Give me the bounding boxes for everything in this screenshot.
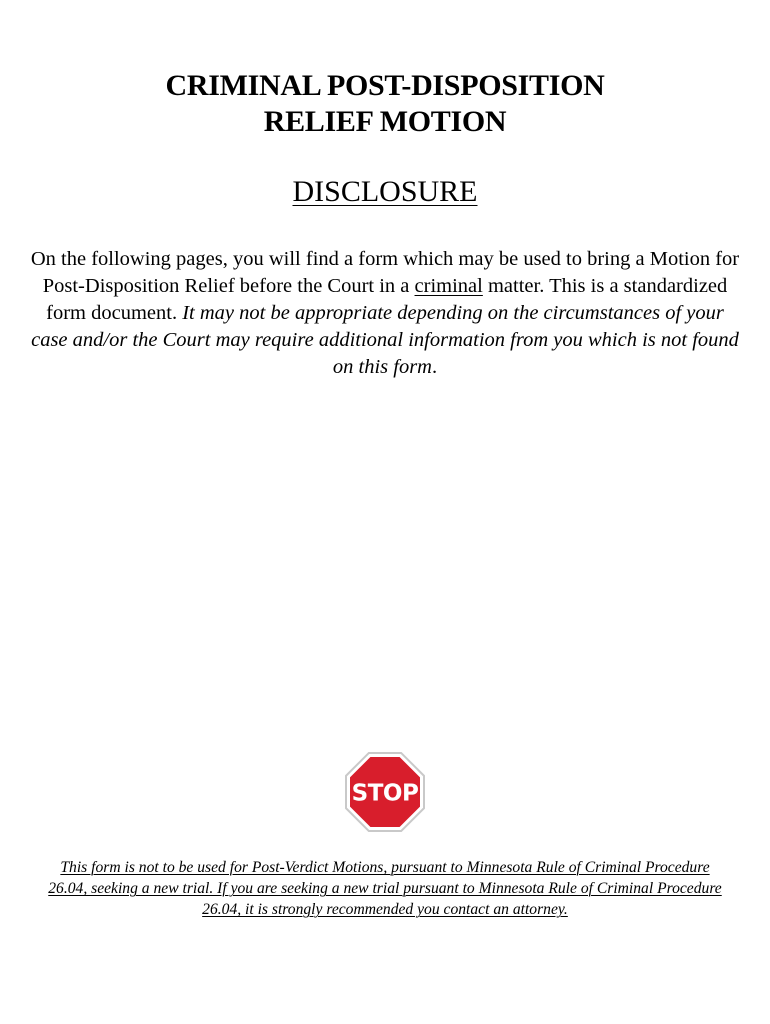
intro-text-part1: On the following pages, you will find a form which may be used to bring a Motion for Post-Disposition Relief before the Court in a (30, 248, 740, 297)
warning-notice: This form is not to be used for Post-Verdict Motions, pursuant to Minnesota Rule of Criminal Procedure 26.04, seeking a new trial. If you are seeking a new trial pursuant to Minnesota Rule of Criminal Procedure 26.04, it is strongly recommended you contact an attorney. (48, 859, 722, 918)
intro-italic-text: It may not be appropriate depending on the circumstances of your case and/or the Court may require additional information from you which is not found on this form (31, 302, 739, 378)
stop-sign-text: STOP (351, 780, 419, 807)
stop-sign-icon (345, 752, 425, 832)
section-heading-disclosure: DISCLOSURE (292, 175, 478, 208)
title-line-1: CRIMINAL POST-DISPOSITION (165, 69, 605, 102)
intro-text-part2: matter. This is a standardized form document. (46, 275, 728, 324)
intro-paragraph (30, 246, 740, 381)
intro-text-end: . (431, 356, 438, 378)
intro-underlined-word: criminal (414, 275, 483, 297)
page-title (0, 68, 770, 140)
title-line-2: RELIEF MOTION (263, 105, 507, 138)
